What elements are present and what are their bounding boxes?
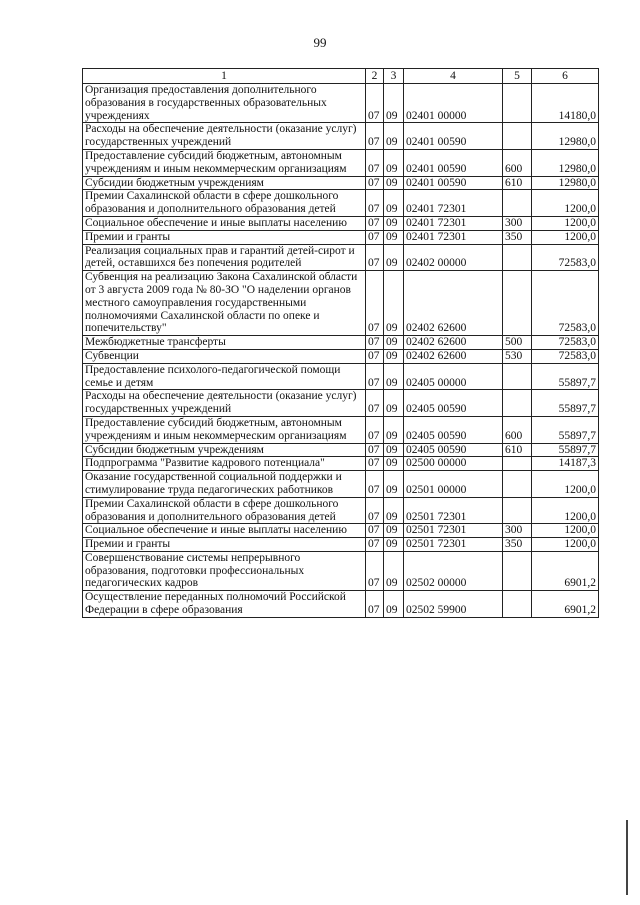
amount-cell: 55897,7	[532, 390, 599, 417]
section-code-cell: 07	[366, 123, 384, 150]
target-article-cell: 02401 00000	[404, 84, 503, 123]
amount-cell: 1200,0	[532, 190, 599, 217]
row-name-cell: Предоставление психолого-педагогической помощи семье и детям	[83, 363, 366, 390]
target-article-cell: 02405 00590	[404, 416, 503, 443]
table-row	[83, 176, 599, 190]
amount-cell: 14180,0	[532, 84, 599, 123]
section-code-cell: 07	[366, 497, 384, 524]
subsection-code-cell: 09	[384, 244, 404, 271]
subsection-code-cell: 09	[384, 149, 404, 176]
expense-type-cell	[503, 471, 532, 498]
expense-type-cell	[503, 84, 532, 123]
target-article-cell: 02401 72301	[404, 190, 503, 217]
expense-type-cell	[503, 390, 532, 417]
column-header: 6	[532, 69, 599, 84]
row-name-cell: Премии Сахалинской области в сфере дошкольного образования и дополнительного образования детей	[83, 497, 366, 524]
expense-type-cell: 530	[503, 349, 532, 363]
subsection-code-cell: 09	[384, 471, 404, 498]
table-header-row	[83, 69, 599, 84]
column-header: 1	[83, 69, 366, 84]
section-code-cell: 07	[366, 416, 384, 443]
target-article-cell: 02402 00000	[404, 244, 503, 271]
table-row	[83, 149, 599, 176]
expense-type-cell	[503, 271, 532, 336]
target-article-cell: 02405 00590	[404, 390, 503, 417]
row-name-cell: Осуществление переданных полномочий Российской Федерации в сфере образования	[83, 591, 366, 618]
subsection-code-cell: 09	[384, 457, 404, 471]
section-code-cell: 07	[366, 176, 384, 190]
subsection-code-cell: 09	[384, 216, 404, 230]
amount-cell: 1200,0	[532, 538, 599, 552]
row-name-cell: Межбюджетные трансферты	[83, 336, 366, 350]
expense-type-cell	[503, 190, 532, 217]
section-code-cell: 07	[366, 349, 384, 363]
section-code-cell: 07	[366, 363, 384, 390]
expense-type-cell: 600	[503, 416, 532, 443]
target-article-cell: 02401 72301	[404, 230, 503, 244]
section-code-cell: 07	[366, 524, 384, 538]
amount-cell: 14187,3	[532, 457, 599, 471]
subsection-code-cell: 09	[384, 349, 404, 363]
amount-cell: 72583,0	[532, 336, 599, 350]
target-article-cell: 02501 72301	[404, 538, 503, 552]
expense-type-cell	[503, 551, 532, 590]
expense-type-cell: 500	[503, 336, 532, 350]
column-header: 2	[366, 69, 384, 84]
subsection-code-cell: 09	[384, 84, 404, 123]
section-code-cell: 07	[366, 84, 384, 123]
row-name-cell: Субсидии бюджетным учреждениям	[83, 176, 366, 190]
table-row	[83, 190, 599, 217]
section-code-cell: 07	[366, 336, 384, 350]
subsection-code-cell: 09	[384, 416, 404, 443]
row-name-cell: Субсидии бюджетным учреждениям	[83, 443, 366, 457]
section-code-cell: 07	[366, 230, 384, 244]
amount-cell: 1200,0	[532, 230, 599, 244]
table-row	[83, 84, 599, 123]
subsection-code-cell: 09	[384, 390, 404, 417]
target-article-cell: 02405 00000	[404, 363, 503, 390]
expense-type-cell	[503, 123, 532, 150]
expense-type-cell	[503, 497, 532, 524]
section-code-cell: 07	[366, 390, 384, 417]
amount-cell: 72583,0	[532, 271, 599, 336]
table-row	[83, 230, 599, 244]
amount-cell: 72583,0	[532, 349, 599, 363]
target-article-cell: 02502 59900	[404, 591, 503, 618]
table-row	[83, 443, 599, 457]
target-article-cell: 02402 62600	[404, 349, 503, 363]
expense-type-cell: 350	[503, 538, 532, 552]
subsection-code-cell: 09	[384, 271, 404, 336]
column-header: 4	[404, 69, 503, 84]
row-name-cell: Оказание государственной социальной поддержки и стимулирование труда педагогических работников	[83, 471, 366, 498]
subsection-code-cell: 09	[384, 524, 404, 538]
table-row	[83, 244, 599, 271]
column-header: 5	[503, 69, 532, 84]
row-name-cell: Расходы на обеспечение деятельности (оказание услуг) государственных учреждений	[83, 390, 366, 417]
table-row	[83, 336, 599, 350]
target-article-cell: 02501 00000	[404, 471, 503, 498]
row-name-cell: Подпрограмма "Развитие кадрового потенциала"	[83, 457, 366, 471]
section-code-cell: 07	[366, 244, 384, 271]
target-article-cell: 02402 62600	[404, 336, 503, 350]
row-name-cell: Премии и гранты	[83, 230, 366, 244]
page-number: 99	[313, 35, 327, 50]
amount-cell: 6901,2	[532, 591, 599, 618]
target-article-cell: 02401 00590	[404, 149, 503, 176]
expense-type-cell: 610	[503, 443, 532, 457]
section-code-cell: 07	[366, 551, 384, 590]
amount-cell: 55897,7	[532, 416, 599, 443]
table-row	[83, 591, 599, 618]
amount-cell: 12980,0	[532, 176, 599, 190]
table-row	[83, 349, 599, 363]
section-code-cell: 07	[366, 591, 384, 618]
row-name-cell: Реализация социальных прав и гарантий детей-сирот и детей, оставшихся без попечения родителей	[83, 244, 366, 271]
target-article-cell: 02501 72301	[404, 497, 503, 524]
subsection-code-cell: 09	[384, 497, 404, 524]
table-row	[83, 271, 599, 336]
amount-cell: 1200,0	[532, 471, 599, 498]
subsection-code-cell: 09	[384, 336, 404, 350]
budget-table	[82, 68, 599, 618]
table-row	[83, 416, 599, 443]
section-code-cell: 07	[366, 149, 384, 176]
subsection-code-cell: 09	[384, 123, 404, 150]
section-code-cell: 07	[366, 190, 384, 217]
table-row	[83, 551, 599, 590]
amount-cell: 72583,0	[532, 244, 599, 271]
amount-cell: 1200,0	[532, 524, 599, 538]
target-article-cell: 02401 72301	[404, 216, 503, 230]
row-name-cell: Премии и гранты	[83, 538, 366, 552]
subsection-code-cell: 09	[384, 230, 404, 244]
section-code-cell: 07	[366, 457, 384, 471]
target-article-cell: 02500 00000	[404, 457, 503, 471]
amount-cell: 1200,0	[532, 216, 599, 230]
table-row	[83, 471, 599, 498]
row-name-cell: Субвенция на реализацию Закона Сахалинской области от 3 августа 2009 года № 80-ЗО "О наделении органов местного самоуправления государственными полномочиями Сахалинской области по опеке и попечительству"	[83, 271, 366, 336]
target-article-cell: 02405 00590	[404, 443, 503, 457]
target-article-cell: 02401 00590	[404, 123, 503, 150]
expense-type-cell	[503, 244, 532, 271]
subsection-code-cell: 09	[384, 551, 404, 590]
subsection-code-cell: 09	[384, 538, 404, 552]
subsection-code-cell: 09	[384, 190, 404, 217]
row-name-cell: Премии Сахалинской области в сфере дошкольного образования и дополнительного образования детей	[83, 190, 366, 217]
table-row	[83, 524, 599, 538]
row-name-cell: Организация предоставления дополнительного образования в государственных образовательных учреждениях	[83, 84, 366, 123]
subsection-code-cell: 09	[384, 176, 404, 190]
table-row	[83, 538, 599, 552]
table-row	[83, 123, 599, 150]
subsection-code-cell: 09	[384, 591, 404, 618]
subsection-code-cell: 09	[384, 443, 404, 457]
table-row	[83, 363, 599, 390]
scan-margin-line	[626, 820, 628, 895]
amount-cell: 55897,7	[532, 363, 599, 390]
table-row	[83, 497, 599, 524]
expense-type-cell	[503, 591, 532, 618]
section-code-cell: 07	[366, 271, 384, 336]
expense-type-cell	[503, 457, 532, 471]
amount-cell: 55897,7	[532, 443, 599, 457]
column-header: 3	[384, 69, 404, 84]
section-code-cell: 07	[366, 471, 384, 498]
row-name-cell: Расходы на обеспечение деятельности (оказание услуг) государственных учреждений	[83, 123, 366, 150]
target-article-cell: 02401 00590	[404, 176, 503, 190]
row-name-cell: Предоставление субсидий бюджетным, автономным учреждениям и иным некоммерческим организациям	[83, 149, 366, 176]
amount-cell: 12980,0	[532, 149, 599, 176]
row-name-cell: Предоставление субсидий бюджетным, автономным учреждениям и иным некоммерческим организациям	[83, 416, 366, 443]
expense-type-cell: 610	[503, 176, 532, 190]
section-code-cell: 07	[366, 216, 384, 230]
target-article-cell: 02402 62600	[404, 271, 503, 336]
target-article-cell: 02501 72301	[404, 524, 503, 538]
expense-type-cell: 300	[503, 524, 532, 538]
table-row	[83, 390, 599, 417]
table-row	[83, 216, 599, 230]
row-name-cell: Социальное обеспечение и иные выплаты населению	[83, 216, 366, 230]
target-article-cell: 02502 00000	[404, 551, 503, 590]
row-name-cell: Субвенции	[83, 349, 366, 363]
expense-type-cell	[503, 363, 532, 390]
expense-type-cell: 600	[503, 149, 532, 176]
expense-type-cell: 300	[503, 216, 532, 230]
amount-cell: 1200,0	[532, 497, 599, 524]
expense-type-cell: 350	[503, 230, 532, 244]
table-row	[83, 457, 599, 471]
section-code-cell: 07	[366, 443, 384, 457]
subsection-code-cell: 09	[384, 363, 404, 390]
amount-cell: 12980,0	[532, 123, 599, 150]
amount-cell: 6901,2	[532, 551, 599, 590]
section-code-cell: 07	[366, 538, 384, 552]
row-name-cell: Совершенствование системы непрерывного образования, подготовки профессиональных педагогических кадров	[83, 551, 366, 590]
row-name-cell: Социальное обеспечение и иные выплаты населению	[83, 524, 366, 538]
